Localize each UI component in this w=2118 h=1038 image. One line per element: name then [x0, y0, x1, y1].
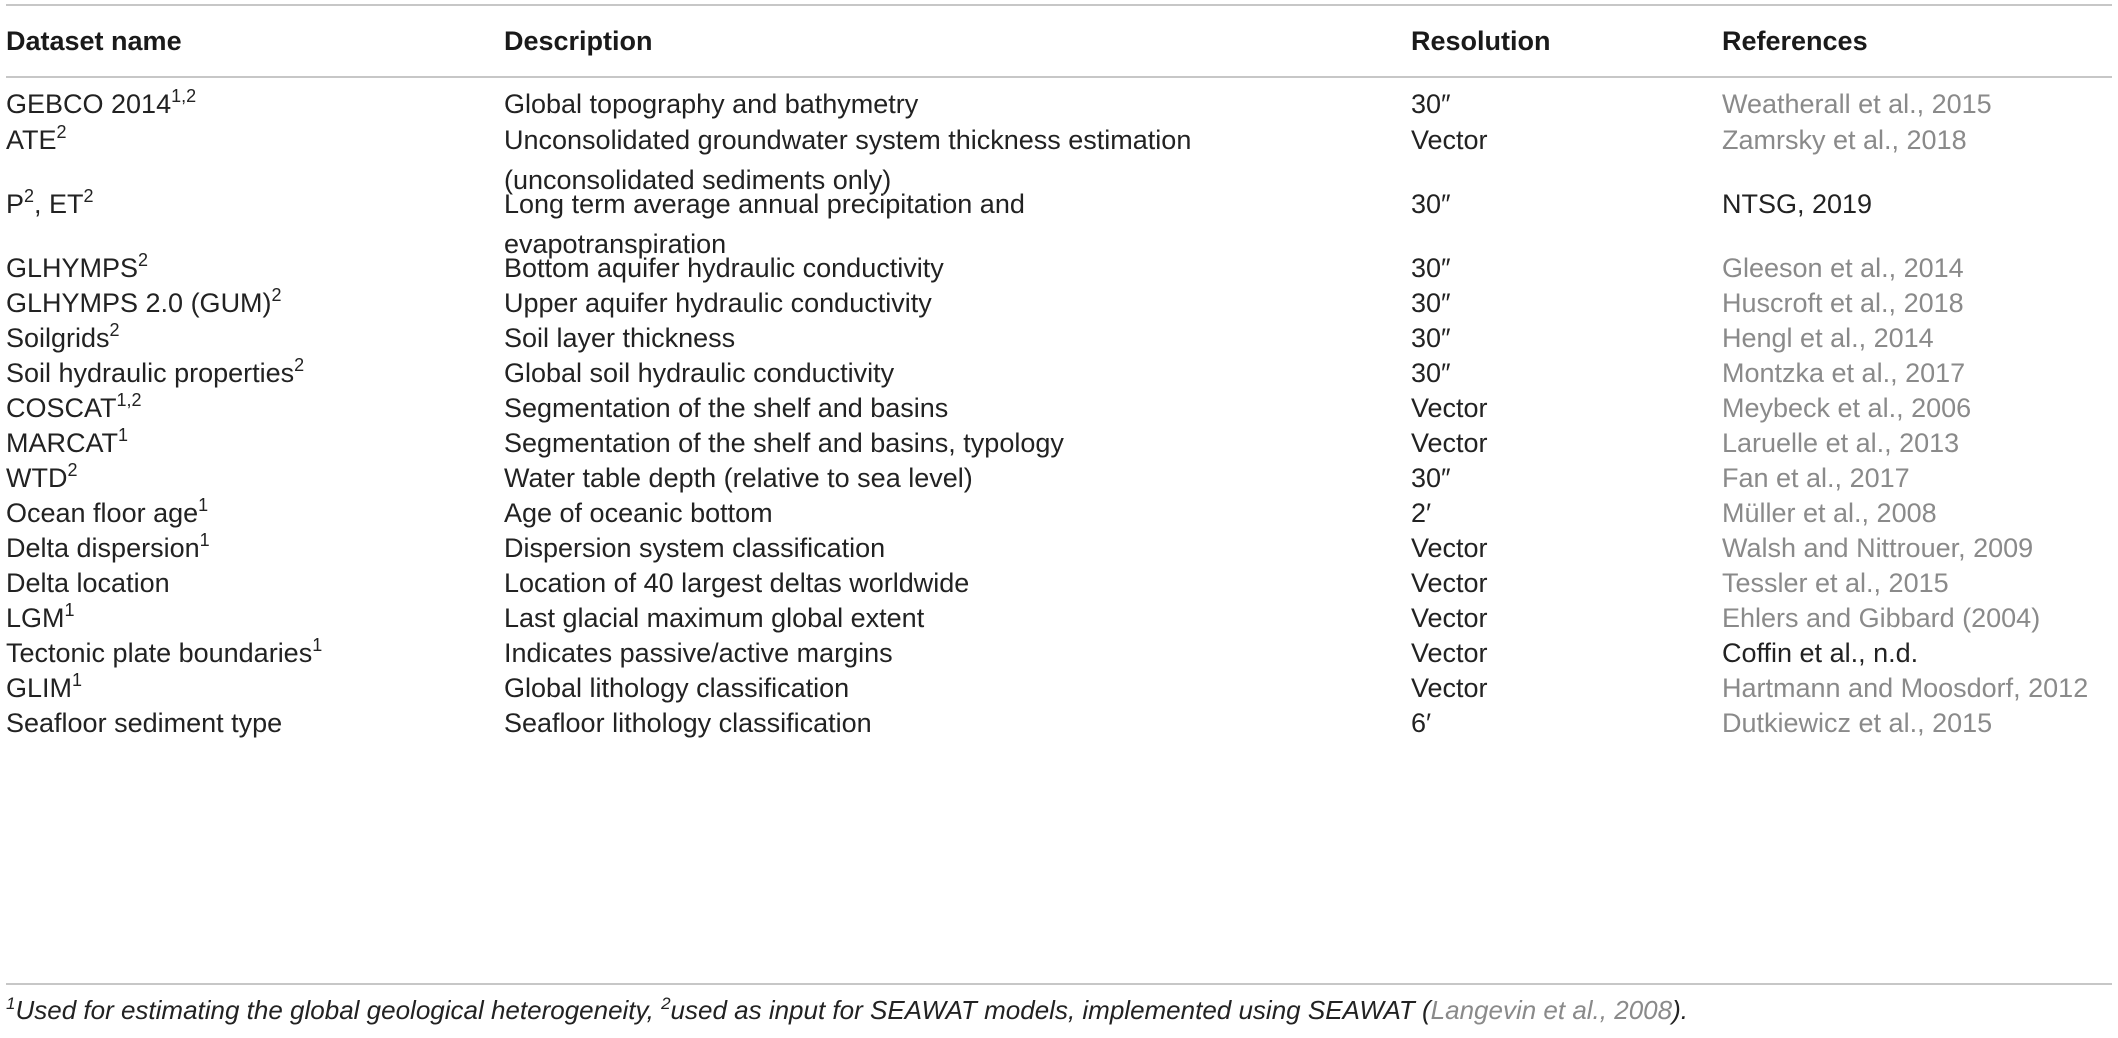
dataset-name: GLHYMPS 2.0 (GUM) [6, 288, 272, 318]
dataset-name-superscript: 2 [109, 320, 120, 340]
reference-cell: Coffin et al., n.d. [1722, 638, 1919, 668]
reference-cell[interactable]: Montzka et al., 2017 [1722, 358, 1966, 388]
description-line-1: Upper aquifer hydraulic conductivity [504, 288, 932, 318]
dataset-name: Tectonic plate boundaries [6, 638, 313, 668]
dataset-name: Soilgrids [6, 323, 110, 353]
resolution-cell: 30″ [1411, 463, 1451, 493]
description-cell [504, 458, 973, 498]
reference-cell[interactable]: Laruelle et al., 2013 [1722, 428, 1960, 458]
dataset-name-superscript: 1 [64, 600, 75, 620]
dataset-name-superscript: 2 [138, 250, 149, 270]
dataset-name-superscript: 1 [198, 495, 209, 515]
dataset-name-cell [6, 120, 67, 160]
description-cell [504, 318, 735, 358]
dataset-name-superscript: 1 [312, 635, 323, 655]
dataset-name-cell [6, 633, 322, 673]
dataset-name-cell [6, 528, 210, 568]
dataset-name: Seafloor sediment type [6, 708, 283, 738]
resolution-cell: 2′ [1411, 498, 1432, 528]
dataset-name-cell [6, 563, 170, 603]
dataset-name-superscript: 1 [72, 670, 83, 690]
resolution-cell: 6′ [1411, 708, 1432, 738]
header-resolution: Resolution [1411, 26, 1551, 56]
reference-cell[interactable]: Weatherall et al., 2015 [1722, 89, 1992, 119]
reference-cell[interactable]: Tessler et al., 2015 [1722, 568, 1949, 598]
description-line-1: Soil layer thickness [504, 323, 736, 353]
resolution-cell: Vector [1411, 125, 1488, 155]
footnote-text-1: Used for estimating the global geological heterogeneity, [15, 995, 662, 1025]
description-cell [504, 633, 893, 673]
dataset-name-cell [6, 703, 282, 743]
resolution-cell: Vector [1411, 393, 1488, 423]
dataset-name-superscript: 2 [67, 460, 78, 480]
dataset-name-cell [6, 184, 94, 224]
description-cell [504, 493, 773, 533]
description-line-2: (unconsolidated sediments only) [504, 165, 892, 195]
description-line-1: Long term average annual precipitation and [504, 189, 1025, 219]
description-line-1: Water table depth (relative to sea level) [504, 463, 973, 493]
dataset-name-cell [6, 318, 120, 358]
footnote-text-2: used as input for SEAWAT models, implemented using SEAWAT ( [670, 995, 1431, 1025]
footnote-text-3: ). [1672, 995, 1688, 1025]
header-description: Description [504, 26, 653, 56]
table-bottom-rule [6, 983, 2112, 985]
resolution-cell: 30″ [1411, 288, 1451, 318]
reference-cell[interactable]: Meybeck et al., 2006 [1722, 393, 1972, 423]
description-cell [504, 528, 885, 568]
description-line-1: Dispersion system classification [504, 533, 886, 563]
dataset-name-cell [6, 458, 78, 498]
dataset-name-cell [6, 353, 304, 393]
description-line-1: Segmentation of the shelf and basins, typology [504, 428, 1064, 458]
description-line-1: Global soil hydraulic conductivity [504, 358, 895, 388]
dataset-name: WTD [6, 463, 68, 493]
dataset-name-part-b: , ET [34, 189, 84, 219]
description-cell [504, 423, 1064, 463]
reference-cell[interactable]: Walsh and Nittrouer, 2009 [1722, 533, 2034, 563]
dataset-name: ATE [6, 125, 57, 155]
resolution-cell: 30″ [1411, 323, 1451, 353]
description-line-1: Bottom aquifer hydraulic conductivity [504, 253, 944, 283]
dataset-name: MARCAT [6, 428, 118, 458]
reference-cell[interactable]: Dutkiewicz et al., 2015 [1722, 708, 1993, 738]
dataset-name-cell [6, 248, 148, 288]
reference-cell[interactable]: Müller et al., 2008 [1722, 498, 1937, 528]
resolution-cell: Vector [1411, 568, 1488, 598]
reference-cell[interactable]: Huscroft et al., 2018 [1722, 288, 1964, 318]
dataset-name-superscript: 2 [294, 355, 305, 375]
header-references: References [1722, 26, 1868, 56]
dataset-name: COSCAT [6, 393, 117, 423]
description-cell [504, 388, 948, 428]
reference-cell[interactable]: Hartmann and Moosdorf, 2012 [1722, 673, 2089, 703]
dataset-name-cell [6, 84, 196, 124]
dataset-name-superscript: 1,2 [171, 86, 197, 106]
dataset-name-cell [6, 598, 75, 638]
description-line-1: Age of oceanic bottom [504, 498, 773, 528]
header-dataset-name: Dataset name [6, 26, 182, 56]
resolution-cell: 30″ [1411, 358, 1451, 388]
resolution-cell: Vector [1411, 638, 1488, 668]
description-line-1: Last glacial maximum global extent [504, 603, 925, 633]
description-line-1: Indicates passive/active margins [504, 638, 893, 668]
description-line-2: evapotranspiration [504, 229, 727, 259]
resolution-cell: 30″ [1411, 189, 1451, 219]
dataset-name-cell [6, 283, 282, 323]
dataset-name-superscript: 2 [56, 122, 67, 142]
description-cell [504, 563, 969, 603]
reference-cell[interactable]: Ehlers and Gibbard (2004) [1722, 603, 2041, 633]
dataset-name: LGM [6, 603, 65, 633]
description-cell [504, 248, 944, 288]
resolution-cell: Vector [1411, 603, 1488, 633]
resolution-cell: 30″ [1411, 253, 1451, 283]
dataset-name-superscript: 2 [24, 186, 35, 206]
resolution-cell: Vector [1411, 428, 1488, 458]
dataset-name-superscript: 1 [118, 425, 129, 445]
resolution-cell: Vector [1411, 533, 1488, 563]
description-line-1: Segmentation of the shelf and basins [504, 393, 949, 423]
description-line-1: Global topography and bathymetry [504, 89, 919, 119]
dataset-name: GEBCO 2014 [6, 89, 172, 119]
dataset-name: GLHYMPS [6, 253, 139, 283]
dataset-name: Delta location [6, 568, 170, 598]
dataset-name-superscript: 1 [199, 530, 210, 550]
description-cell [504, 703, 872, 743]
table-footnote [6, 990, 1688, 1030]
description-cell [504, 283, 932, 323]
description-cell [504, 598, 924, 638]
table-header-rule [6, 76, 2112, 78]
resolution-cell: Vector [1411, 673, 1488, 703]
description-cell [504, 84, 918, 124]
reference-cell[interactable]: Zamrsky et al., 2018 [1722, 125, 1967, 155]
description-line-1: Global lithology classification [504, 673, 850, 703]
dataset-name: Soil hydraulic properties [6, 358, 295, 388]
footnote-marker-1: 1 [6, 994, 16, 1013]
footnote-marker-2: 2 [661, 994, 671, 1013]
resolution-cell: 30″ [1411, 89, 1451, 119]
dataset-name: P [6, 189, 25, 219]
reference-cell[interactable]: Gleeson et al., 2014 [1722, 253, 1964, 283]
dataset-name-superscript: 1,2 [116, 390, 142, 410]
dataset-name-cell [6, 493, 208, 533]
description-cell [504, 353, 894, 393]
footnote-citation-link[interactable]: Langevin et al., 2008 [1430, 995, 1673, 1025]
dataset-name-superscript: 2 [271, 285, 282, 305]
description-line-1: Seafloor lithology classification [504, 708, 872, 738]
table-top-rule [6, 4, 2112, 6]
dataset-name-superscript-b: 2 [83, 186, 94, 206]
dataset-name-cell [6, 668, 82, 708]
description-cell [504, 668, 849, 708]
dataset-name: GLIM [6, 673, 73, 703]
dataset-name-cell [6, 388, 142, 428]
reference-cell[interactable]: Hengl et al., 2014 [1722, 323, 1934, 353]
description-line-1: Unconsolidated groundwater system thickness estimation [504, 125, 1192, 155]
description-line-1: Location of 40 largest deltas worldwide [504, 568, 970, 598]
reference-cell: NTSG, 2019 [1722, 189, 1873, 219]
dataset-name: Delta dispersion [6, 533, 200, 563]
dataset-name-cell [6, 423, 128, 463]
reference-cell[interactable]: Fan et al., 2017 [1722, 463, 1910, 493]
dataset-name: Ocean floor age [6, 498, 199, 528]
